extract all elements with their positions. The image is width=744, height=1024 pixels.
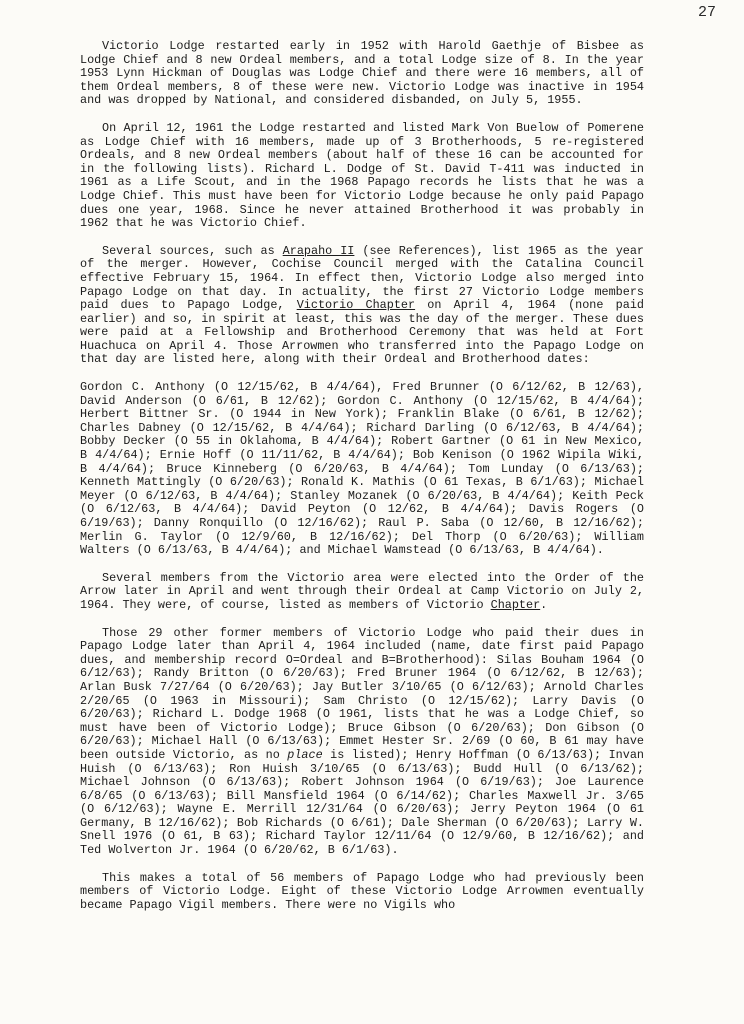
paragraph-merger bbox=[80, 245, 644, 367]
arapaho-reference: Arapaho II bbox=[282, 243, 355, 258]
document-body bbox=[80, 40, 644, 926]
merger-text-b: (see References), list 1965 as the year of the merger. However, Cochise Council merged with the Catalina Council effective February 15, 1964. In effect then, Victorio Lodge also merged into Papago Lodge on that day. In actuality, the first 27 Victorio Lodge members paid dues to Papago Lodge, bbox=[80, 243, 645, 313]
paragraph-lodge-restart-1961: On April 12, 1961 the Lodge restarted and listed Mark Von Buelow of Pomerene as Lodge Chief with 16 members, made up of 3 Brotherhoods, 5 re-registered Ordeals, and 8 new Ordeal members (about half of these 16 can be accounted for in the following lists). Richard L. Dodge of St. David T-411 was inducted in 1961 as a Life Scout, and in the 1968 Papago records he lists that he was a Lodge Chief. This must have been for Victorio Lodge because he only paid Papago dues one year, 1968. Since he never attained Brotherhood it was probably in 1962 that he was Victorio Chief. bbox=[80, 120, 644, 231]
july-text-b: . bbox=[540, 597, 548, 612]
july-text-a: Several members from the Victorio area were elected into the Order of the Arrow later in April and went through their Ordeal at Camp Victorio on July 2, 1964. They were, of course, listed as members of Victorio bbox=[80, 570, 644, 612]
paragraph-later-members bbox=[80, 627, 644, 858]
paragraph-july-ordeal bbox=[80, 572, 644, 613]
merger-text-c: on April 4, 1964 (none paid earlier) and so, in spirit at least, this was the day of the merger. These dues were paid at a Fellowship and Brotherhood Ceremony that was held at Fort Huachuca on April 4. Those Arrowmen who transferred into the Papago Lodge on that day are listed here, along with their Ordeal and Brotherhood dates: bbox=[80, 298, 644, 367]
paragraph-transfer-list: Gordon C. Anthony (O 12/15/62, B 4/4/64), Fred Brunner (O 6/12/62, B 12/63), David Anderson (O 6/61, B 12/62); Gordon C. Anthony (O 12/15/62, B 4/4/64); Herbert Bittner Sr. (O 1944 in New York); Franklin Blake (O 6/61, B 12/62); Charles Dabney (O 12/15/62, B 4/4/64); Richard Darling (O 6/12/63, B 4/4/64); Bobby Decker (O 55 in Oklahoma, B 4/4/64); Robert Gartner (O 61 in New Mexico, B 4/4/64); Ernie Hoff (O 11/11/62, B 4/4/64); Bob Kenison (O 1962 Wipila Wiki, B 4/4/64); Bruce Kinneberg (O 6/20/63, B 4/4/64); Tom Lunday (O 6/13/63); Kenneth Mattingly (O 6/20/63); Ronald K. Mathis (O 61 Texas, B 6/1/63); Michael Meyer (O 6/12/63, B 4/4/64); Stanley Mozanek (O 6/20/63, B 4/4/64); Keith Peck (O 6/12/63, B 4/4/64); David Peyton (O 12/62, B 4/4/64); Davis Rogers (O 6/19/63); Danny Ronquillo (O 12/16/62); Raul P. Saba (O 12/60, B 12/16/62); Merlin G. Taylor (O 12/9/60, B 12/16/62); Del Thorp (O 6/20/63); William Walters (O 6/13/63, B 4/4/64); and Michael Wamstead (O 6/13/63, B 4/4/64). bbox=[80, 380, 644, 558]
later-text-b: is listed); Henry Hoffman (O 6/13/63); Invan Huish (O 6/13/63); Ron Huish 3/10/65 (O 6/13/63); Budd Hull (O 6/13/62); Michael Johnson (O 6/13/63); Robert Johnson 1964 (O 6/19/63); Joe Laurence 6/8/65 (O 6/13/63); Bill Mansfield 1964 (O 6/14/62); Charles Maxwell Jr. 3/65 (O 6/12/63); Wayne E. Merrill 12/31/64 (O 6/20/63); Jerry Peyton 1964 (O 61 Germany, B 12/16/62); Bob Richards (O 6/61); Dale Sherman (O 6/20/63); Larry W. Snell 1976 (O 61, B 63); Richard Taylor 12/11/64 (O 12/9/60, B 12/16/62); and Ted Wolverton Jr. 1964 (O 6/20/62, B 6/1/63). bbox=[80, 747, 644, 858]
chapter-underlined: Chapter bbox=[490, 597, 541, 612]
place-italic: place bbox=[287, 747, 323, 762]
paragraph-total: This makes a total of 56 members of Papago Lodge who had previously been members of Victorio Lodge. Eight of these Victorio Lodge Arrowmen eventually became Papago Vigil members. There were no Vigils who bbox=[80, 870, 644, 912]
paragraph-lodge-restart-1952: Victorio Lodge restarted early in 1952 with Harold Gaethje of Bisbee as Lodge Chief and 8 new Ordeal members, and a total Lodge size of 8. In the year 1953 Lynn Hickman of Douglas was Lodge Chief and there were 16 members, all of them Ordeal members, 8 of these were new. Victorio Lodge was inactive in 1954 and was dropped by National, and considered disbanded, on July 5, 1955. bbox=[80, 39, 644, 108]
page-number: 27 bbox=[697, 4, 716, 21]
victorio-chapter-underlined: Victorio Chapter bbox=[296, 298, 416, 313]
merger-text-a: Several sources, such as bbox=[102, 243, 283, 258]
later-text-a: Those 29 other former members of Victorio Lodge who paid their dues in Papago Lodge later than April 4, 1964 included (name, date first paid Papago dues, and membership record O=Ordeal and B=Brotherhood): Silas Bouham 1964 (O 6/12/63); Randy Britton (O 6/20/63); Fred Bruner 1964 (O 6/12/62, B 12/63); Arlan Busk 7/27/64 (O 6/20/63); Jay Butler 3/10/65 (O 6/12/63); Arnold Charles 2/20/65 (O 1963 in Missouri); Sam Christo (O 12/15/62); Larry Davis (O 6/20/63); Richard L. Dodge 1968 (O 1961, lists that he was a Lodge Chief, so must have been of Victorio Lodge); Bruce Gibson (O 6/20/63); Don Gibson (O 6/20/63); Michael Hall (O 6/13/63); Emmet Hester Sr. 2/69 (O 60, B 61 may have been outside Victorio, as no bbox=[80, 625, 644, 762]
